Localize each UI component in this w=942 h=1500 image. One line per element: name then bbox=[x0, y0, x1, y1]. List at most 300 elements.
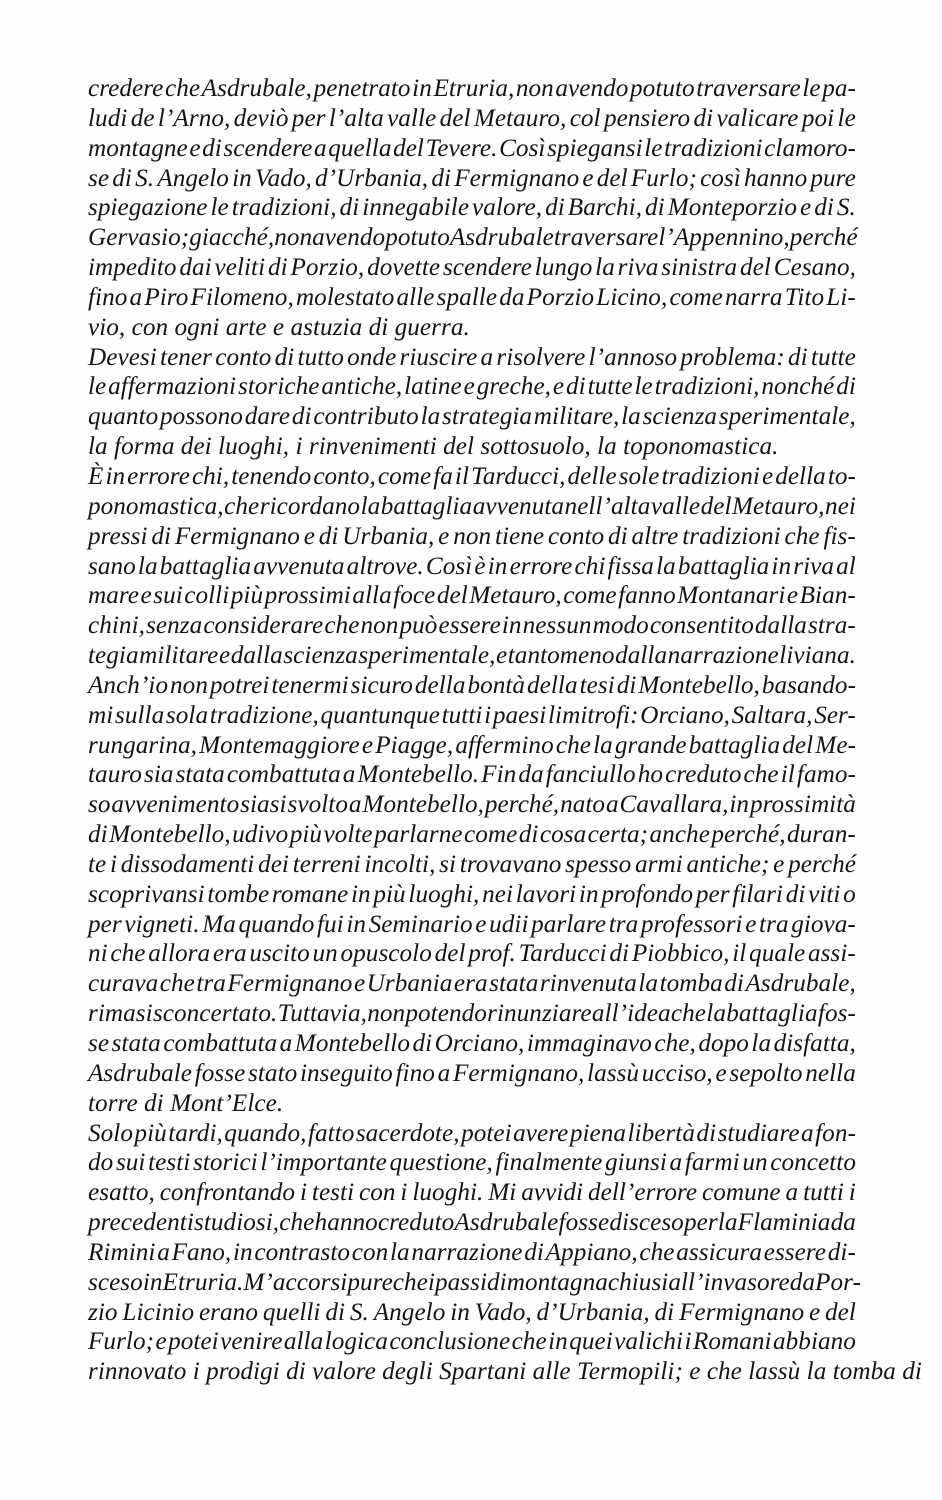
word: dare bbox=[244, 403, 291, 431]
word: di bbox=[609, 940, 630, 968]
word: battaglia bbox=[380, 492, 473, 520]
word: fis- bbox=[823, 522, 856, 550]
word: fino bbox=[88, 283, 128, 311]
word: del bbox=[825, 1298, 856, 1326]
word: Metauro, bbox=[469, 582, 562, 610]
word: tomba bbox=[659, 970, 723, 998]
word: di bbox=[151, 522, 172, 550]
word: la bbox=[717, 1209, 738, 1237]
word: storici bbox=[193, 1149, 258, 1177]
word: Mi bbox=[488, 1179, 517, 1207]
word: Montebello, bbox=[109, 821, 231, 849]
word: all’idea bbox=[591, 1000, 671, 1028]
text-line bbox=[88, 74, 856, 104]
word: curava bbox=[88, 970, 159, 998]
word: penetrato bbox=[313, 75, 411, 102]
word: Asdrubale, bbox=[201, 75, 313, 102]
word: sceso bbox=[88, 1268, 143, 1296]
word: alle bbox=[396, 283, 435, 311]
word: Porzio, bbox=[290, 254, 365, 282]
word: più bbox=[230, 582, 264, 610]
word: errore bbox=[509, 552, 573, 580]
text-line bbox=[88, 760, 856, 790]
word: viti bbox=[808, 880, 841, 908]
word: possono bbox=[160, 403, 243, 431]
word: a bbox=[313, 134, 327, 162]
text-line bbox=[88, 611, 856, 641]
word: la bbox=[593, 731, 613, 759]
word: quei bbox=[569, 1328, 613, 1356]
word: di bbox=[431, 164, 452, 192]
text-line bbox=[88, 820, 856, 850]
word: con bbox=[351, 1238, 389, 1266]
paragraph bbox=[88, 343, 856, 462]
word: tra bbox=[608, 910, 639, 938]
word: pure bbox=[347, 1268, 393, 1296]
word: sperimentale, bbox=[358, 642, 496, 670]
word: Fermignano bbox=[227, 970, 353, 998]
word: allora bbox=[148, 940, 211, 968]
word: i bbox=[110, 850, 118, 878]
word: basando- bbox=[761, 671, 856, 699]
word: il bbox=[454, 462, 470, 490]
word: Asdrubale bbox=[88, 1059, 192, 1087]
text-line: la forma dei luoghi, i rinvenimenti del sottosuolo, la toponomastica. bbox=[88, 433, 779, 461]
word: prof. bbox=[468, 940, 516, 968]
word: di bbox=[487, 1268, 507, 1296]
word: l’annoso bbox=[588, 343, 678, 371]
word: Ma bbox=[202, 910, 236, 938]
word: ricordano bbox=[259, 492, 361, 520]
word: Tevere. bbox=[425, 134, 498, 162]
word: fanciullo bbox=[545, 761, 636, 789]
paragraph bbox=[88, 462, 856, 1119]
text-line bbox=[88, 581, 856, 611]
word: l’Appennino, bbox=[658, 224, 790, 252]
word: Etruria, bbox=[433, 75, 515, 102]
word: il bbox=[732, 940, 747, 968]
word: disfatta, bbox=[773, 1030, 856, 1057]
text-line bbox=[88, 880, 856, 910]
word: in bbox=[450, 1298, 470, 1326]
word: avendo bbox=[555, 75, 629, 102]
word: sui bbox=[115, 1149, 146, 1177]
word: ho bbox=[637, 761, 664, 789]
word: Filomeno, bbox=[190, 283, 294, 311]
word: fui bbox=[316, 910, 344, 938]
word: di bbox=[696, 1119, 717, 1147]
word: la bbox=[390, 1238, 410, 1266]
text-line bbox=[88, 193, 856, 223]
word: i bbox=[427, 1268, 435, 1296]
word: impedito bbox=[88, 254, 177, 282]
word: che bbox=[224, 492, 260, 520]
word: trovavano bbox=[459, 850, 562, 878]
word: Montemaggiore bbox=[199, 731, 360, 759]
word: traversare bbox=[553, 224, 659, 252]
word: credere bbox=[88, 75, 164, 102]
word: Porzio bbox=[526, 283, 595, 311]
word: che bbox=[164, 75, 201, 102]
text-line: torre di Mont’Elce. bbox=[88, 1089, 284, 1117]
word: sperimentale, bbox=[718, 403, 856, 431]
word: incolti, bbox=[364, 850, 436, 878]
word: scienza bbox=[283, 642, 358, 670]
word: sola bbox=[165, 701, 209, 729]
word: Orciano, bbox=[434, 1030, 525, 1057]
text-line bbox=[88, 1119, 856, 1149]
word: sinistra bbox=[661, 254, 738, 282]
word: di bbox=[724, 970, 744, 998]
word: a bbox=[342, 761, 356, 789]
word: di bbox=[325, 1298, 346, 1326]
word: colli bbox=[184, 582, 230, 610]
word: tauro bbox=[88, 761, 142, 789]
text-line bbox=[88, 1238, 856, 1268]
word: può bbox=[399, 612, 438, 640]
word: giacché, bbox=[189, 224, 275, 252]
word: studiosi, bbox=[194, 1209, 280, 1237]
word: sconcertato. bbox=[152, 1000, 278, 1028]
word: Così bbox=[499, 134, 546, 162]
word: tradizioni bbox=[682, 522, 781, 550]
word: che, bbox=[654, 1030, 696, 1057]
text-line bbox=[88, 462, 856, 492]
word: per bbox=[88, 910, 122, 938]
text-line bbox=[88, 939, 856, 969]
word: era bbox=[212, 940, 247, 968]
word: creduto bbox=[377, 1209, 455, 1237]
word: di- bbox=[827, 1238, 856, 1266]
word: della bbox=[414, 671, 466, 699]
word: consentito bbox=[649, 612, 754, 640]
word: a bbox=[129, 283, 143, 311]
word: chi, bbox=[191, 462, 230, 490]
word: che bbox=[392, 1268, 428, 1296]
word: dissodamenti bbox=[120, 850, 255, 878]
word: quando bbox=[238, 910, 315, 938]
paragraph bbox=[88, 1119, 922, 1388]
word: la bbox=[621, 403, 641, 431]
word: di bbox=[518, 821, 539, 849]
word: potei bbox=[168, 1328, 219, 1356]
text-line bbox=[88, 850, 856, 880]
word: di bbox=[339, 194, 360, 222]
word: volte bbox=[323, 821, 373, 849]
word: questione, bbox=[389, 1149, 493, 1177]
word: del bbox=[596, 164, 628, 192]
word: zio bbox=[88, 1298, 118, 1326]
word: i bbox=[684, 1328, 692, 1356]
word: di bbox=[318, 522, 339, 550]
word: prossimi bbox=[264, 582, 351, 610]
word: tener bbox=[160, 343, 213, 371]
text-line bbox=[88, 1029, 856, 1059]
text-line bbox=[88, 104, 856, 134]
word: libertà bbox=[627, 1119, 695, 1147]
word: tradizioni, bbox=[231, 194, 337, 222]
word: e bbox=[552, 373, 565, 401]
word: in bbox=[501, 612, 522, 640]
word: la bbox=[706, 1000, 726, 1028]
word: di bbox=[814, 194, 834, 222]
word: conto bbox=[547, 522, 605, 550]
word: Devesi bbox=[88, 343, 157, 371]
word: pensiero bbox=[603, 104, 691, 132]
word: tesi bbox=[579, 671, 615, 699]
word: narra bbox=[724, 283, 783, 311]
word: Metauro, bbox=[732, 492, 825, 520]
word: e bbox=[761, 462, 774, 490]
word: problema: bbox=[680, 343, 785, 371]
word: di bbox=[545, 194, 565, 222]
word: erano bbox=[198, 1298, 258, 1326]
word: e bbox=[303, 522, 315, 550]
word: Orciano, bbox=[640, 701, 730, 729]
word: fatto bbox=[307, 1119, 355, 1147]
word: in bbox=[729, 791, 750, 819]
word: do bbox=[88, 1149, 114, 1177]
word: rimasi bbox=[88, 1000, 153, 1028]
text-line bbox=[88, 1178, 856, 1208]
word: errore bbox=[127, 462, 190, 490]
word: testi bbox=[311, 1179, 355, 1207]
text-column bbox=[88, 74, 922, 1387]
word: essere bbox=[763, 1238, 827, 1266]
word: paesi bbox=[492, 701, 547, 729]
word: come bbox=[377, 462, 432, 490]
word: Seminario bbox=[368, 910, 473, 938]
word: spalle bbox=[436, 283, 498, 311]
word: tenermi bbox=[271, 671, 349, 699]
word: Tarducci, bbox=[471, 462, 566, 490]
word: Urbania, bbox=[342, 522, 435, 550]
word: Fermignano bbox=[679, 1298, 805, 1326]
word: valicare bbox=[716, 104, 799, 132]
word: è bbox=[474, 552, 486, 580]
word: stra- bbox=[808, 612, 856, 640]
word: dalla bbox=[754, 612, 807, 640]
text-line bbox=[88, 1148, 856, 1178]
word: potuto bbox=[385, 224, 450, 252]
word: d’Urbania, bbox=[536, 1298, 650, 1326]
word: valle bbox=[650, 492, 701, 520]
word: avvenuta bbox=[472, 492, 565, 520]
word: S. bbox=[836, 194, 856, 222]
word: del bbox=[740, 254, 771, 282]
word: narrazione bbox=[667, 642, 779, 670]
word: per bbox=[291, 104, 326, 132]
word: a bbox=[348, 791, 362, 819]
word: deviò bbox=[233, 104, 289, 132]
word: sano bbox=[88, 552, 136, 580]
word: Bian- bbox=[799, 582, 856, 610]
word: la bbox=[656, 552, 676, 580]
word: sui bbox=[153, 582, 183, 610]
word: romane bbox=[271, 880, 349, 908]
word: tantomeno bbox=[507, 642, 615, 670]
word: perché, bbox=[484, 791, 560, 819]
word: tegia bbox=[88, 642, 139, 670]
word: passi bbox=[434, 1268, 488, 1296]
text-line bbox=[88, 343, 856, 373]
word: in bbox=[412, 75, 432, 102]
word: quelli bbox=[262, 1298, 321, 1326]
word: udii bbox=[489, 910, 529, 938]
word: del bbox=[434, 940, 466, 968]
word: e bbox=[773, 850, 785, 878]
word: da bbox=[518, 761, 544, 789]
word: venire bbox=[220, 1328, 283, 1356]
word: non bbox=[170, 671, 208, 699]
word: te bbox=[88, 850, 107, 878]
word: poi bbox=[801, 104, 835, 132]
word: fos- bbox=[817, 1000, 856, 1028]
word: Così bbox=[425, 552, 473, 580]
word: clamoro- bbox=[764, 134, 856, 162]
word: filari bbox=[732, 880, 783, 908]
word: Furlo; bbox=[88, 1328, 155, 1356]
word: Por- bbox=[815, 1268, 861, 1296]
word: Appiano, bbox=[545, 1238, 638, 1266]
word: Tuttavia, bbox=[277, 1000, 367, 1028]
word: per bbox=[695, 880, 730, 908]
word: di bbox=[88, 821, 108, 849]
word: studiare bbox=[717, 1119, 800, 1147]
word: Angelo bbox=[157, 164, 229, 192]
word: del bbox=[393, 134, 424, 162]
word: non bbox=[367, 1000, 406, 1028]
word: famo- bbox=[796, 761, 856, 789]
word: giova- bbox=[791, 910, 856, 938]
word: Fano, bbox=[171, 1238, 232, 1266]
word: senza bbox=[146, 612, 203, 640]
word: battaglia bbox=[677, 552, 770, 580]
word: precedenti bbox=[88, 1209, 194, 1237]
word: nato bbox=[560, 791, 606, 819]
word: a bbox=[437, 1059, 451, 1087]
word: assi- bbox=[807, 940, 856, 968]
word: latine bbox=[404, 373, 462, 401]
word: e bbox=[218, 642, 231, 670]
text-line bbox=[88, 701, 856, 731]
text-line bbox=[88, 969, 856, 999]
word: armi bbox=[634, 850, 683, 878]
word: a bbox=[279, 1030, 293, 1057]
word: e bbox=[808, 1298, 821, 1326]
word: a bbox=[605, 791, 619, 819]
word: spesso bbox=[565, 850, 632, 878]
word: riuscire bbox=[399, 343, 478, 371]
word: perché, bbox=[711, 821, 786, 849]
word: ponomastica, bbox=[88, 492, 224, 520]
word: che bbox=[159, 970, 195, 998]
text-line bbox=[88, 134, 856, 164]
word: e bbox=[155, 1328, 167, 1356]
word: del bbox=[439, 104, 471, 132]
word: Montebello bbox=[294, 1030, 410, 1057]
word: di bbox=[836, 373, 856, 401]
word: avvenimento bbox=[111, 791, 240, 819]
word: Solo bbox=[88, 1119, 133, 1147]
word: e bbox=[353, 970, 366, 998]
word: traversare bbox=[696, 75, 801, 102]
word: dei bbox=[258, 850, 289, 878]
word: a bbox=[480, 343, 494, 371]
word: fon- bbox=[815, 1119, 856, 1147]
word: di bbox=[412, 1030, 433, 1057]
word: e bbox=[495, 642, 508, 670]
word: creduto bbox=[665, 761, 742, 789]
word: sacerdote, bbox=[355, 1119, 460, 1147]
word: non bbox=[453, 522, 492, 550]
text-line bbox=[88, 910, 856, 940]
word: farmi bbox=[684, 1149, 740, 1177]
word: avvenuta bbox=[253, 552, 345, 580]
word: Metauro, bbox=[473, 104, 567, 132]
word: che bbox=[110, 940, 146, 968]
word: combattuta bbox=[163, 1030, 278, 1057]
word: È bbox=[88, 462, 104, 490]
word: che bbox=[279, 1209, 315, 1237]
word: tutto bbox=[297, 343, 344, 371]
word: di bbox=[788, 343, 808, 371]
word: parlarne bbox=[374, 821, 463, 849]
word: perché bbox=[789, 224, 858, 252]
word: in bbox=[346, 910, 367, 938]
word: nei bbox=[825, 492, 856, 520]
word: riva bbox=[617, 254, 659, 282]
word: siasi bbox=[240, 791, 287, 819]
word: se bbox=[88, 1030, 110, 1057]
word: da bbox=[830, 1209, 856, 1237]
word: tradizione, bbox=[209, 701, 319, 729]
word: spiegazione bbox=[88, 194, 208, 222]
word: più bbox=[134, 1119, 167, 1147]
word: sepolto bbox=[729, 1059, 803, 1087]
word: che bbox=[670, 1000, 707, 1028]
word: non bbox=[274, 224, 313, 252]
word: chini, bbox=[88, 612, 145, 640]
word: non bbox=[360, 612, 399, 640]
word: il bbox=[780, 761, 795, 789]
word: Asdrubale, bbox=[745, 970, 856, 998]
word: avvidi bbox=[521, 1179, 584, 1207]
word: che bbox=[324, 612, 360, 640]
word: delle bbox=[567, 462, 617, 490]
word: immaginavo bbox=[526, 1030, 652, 1057]
word: l’alta bbox=[328, 104, 384, 132]
text-line bbox=[88, 671, 856, 701]
word: anche bbox=[649, 821, 710, 849]
word: riva bbox=[793, 552, 834, 580]
word: di bbox=[616, 671, 637, 699]
word: strategia bbox=[442, 403, 533, 431]
word: la bbox=[420, 403, 441, 431]
word: in bbox=[142, 1268, 163, 1296]
text-line bbox=[88, 1059, 856, 1089]
word: tardi, bbox=[168, 1119, 223, 1147]
word: o bbox=[843, 880, 856, 908]
word: stata bbox=[489, 970, 539, 998]
word: greche, bbox=[476, 373, 552, 401]
word: tradizioni bbox=[664, 134, 763, 162]
text-line bbox=[88, 372, 856, 402]
word: pure bbox=[810, 164, 856, 192]
word: scienza bbox=[642, 403, 718, 431]
word: Romani bbox=[692, 1328, 772, 1356]
word: fissa bbox=[607, 552, 654, 580]
